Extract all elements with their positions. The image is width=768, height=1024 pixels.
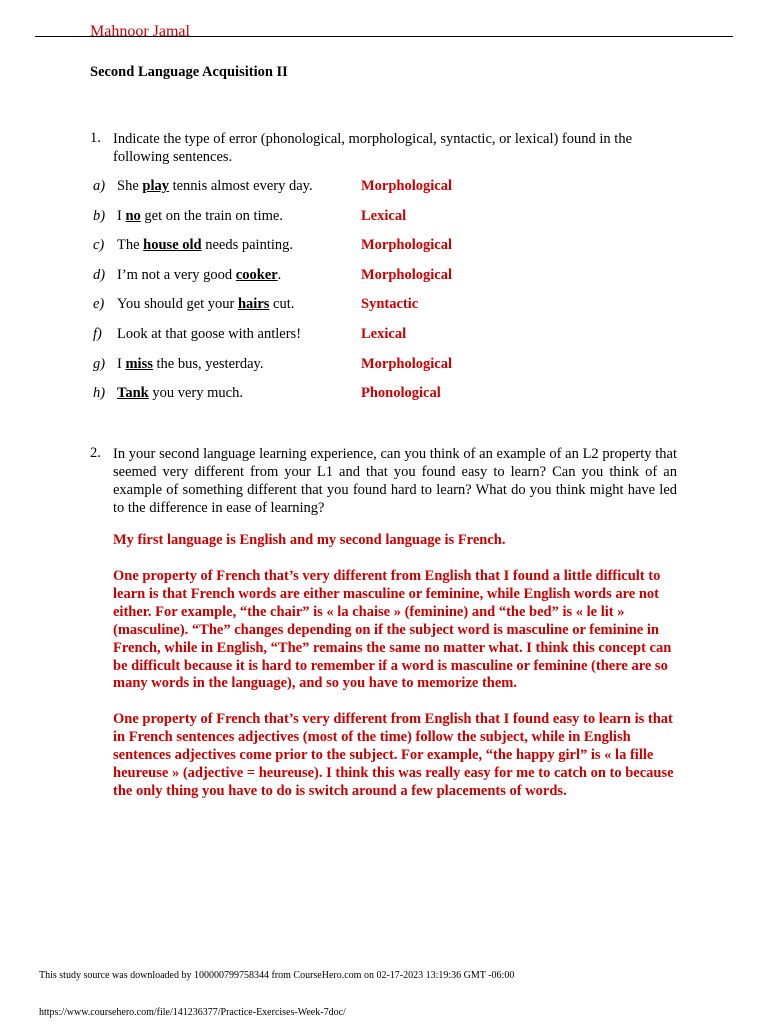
error-type-answer: Lexical: [361, 326, 407, 342]
item-sentence: [117, 324, 301, 344]
item-sentence: [117, 206, 283, 226]
error-word: house old: [143, 237, 202, 254]
error-type-answer: Phonological: [361, 385, 441, 402]
answer-paragraph-2: One property of French that’s very different from English that I found a little difficult to learn is that French words are either masculine or feminine, while English words are not either. For example, “the chair” is « la chaise » (feminine) and “the bed” is « le lit » (masculine). “The” changes depending on if the subject word is masculine or feminine in French, while in English, “The” remains the same no matter what. I think this concept can be difficult because it is hard to remember if a word is masculine or feminine (there are so many words in the language), and so you have to memorize them.: [113, 568, 672, 692]
item-sentence: [117, 294, 294, 314]
sentence-text: .: [277, 266, 282, 283]
sentence-text: You should get your: [117, 296, 238, 313]
error-item: [93, 383, 693, 403]
item-sentence: [117, 265, 281, 285]
sentence-text: I: [117, 207, 126, 224]
error-type-answer: Lexical: [361, 207, 407, 224]
sentence-text: cut.: [269, 296, 295, 313]
footer-url[interactable]: https://www.coursehero.com/file/141236377/Practice-Exercises-Week-7doc/: [39, 1007, 346, 1018]
item-letter: c): [93, 237, 105, 254]
header-rule: [35, 36, 733, 37]
error-item: [93, 324, 693, 344]
item-letter: b): [93, 207, 106, 224]
error-type-answer: Morphological: [361, 266, 453, 283]
question-1-number: 1.: [90, 130, 101, 146]
error-word: hairs: [237, 296, 270, 313]
sentence-text: needs painting.: [201, 237, 294, 254]
error-type-answer: Morphological: [361, 237, 453, 254]
error-word: cooker: [235, 266, 278, 283]
error-item: [93, 294, 693, 314]
error-item: [93, 235, 693, 255]
error-word: Tank: [117, 385, 149, 402]
item-letter: h): [93, 385, 106, 402]
question-1-text: Indicate the type of error (phonological, morphological, syntactic, or lexical) found in the following sentences.: [113, 131, 633, 165]
sentence-text: The: [117, 237, 144, 254]
sentence-text: you very much.: [148, 385, 243, 402]
error-item: [93, 354, 693, 374]
item-sentence: [117, 176, 313, 196]
error-item: [93, 176, 693, 196]
sentence-text: She: [117, 178, 143, 194]
answer-paragraph-3: One property of French that’s very different from English that I found easy to learn is that in French sentences adjectives (most of the time) follow the subject, while in English sentences adjectives come prior to the subject. For example, “the happy girl” is « la fille heureuse » (adjective = heureuse). I think this was really easy for me to catch on to because the only thing you have to do is switch around a few placements of words.: [113, 711, 674, 799]
error-item: [93, 265, 693, 285]
item-sentence: [117, 383, 243, 403]
error-word: miss: [125, 355, 153, 372]
error-word: no: [125, 207, 141, 224]
item-letter: f): [93, 326, 102, 342]
answer-paragraph-1: My first language is English and my second language is French.: [113, 532, 506, 548]
item-letter: a): [93, 178, 106, 194]
question-2-number: 2.: [90, 445, 101, 461]
item-sentence: [117, 354, 263, 374]
sentence-text: I: [117, 355, 126, 372]
error-item: [93, 206, 693, 226]
item-sentence: [117, 235, 293, 255]
error-type-answer: Morphological: [361, 178, 453, 194]
footer-source-note: This study source was downloaded by 100000799758344 from CourseHero.com on 02-17-2023 13:19:36 GMT -06:00: [39, 970, 515, 981]
course-title: Second Language Acquisition II: [90, 64, 288, 80]
item-letter: g): [93, 355, 106, 372]
question-2-text: In your second language learning experience, can you think of an example of an L2 property that seemed very different from your L1 and that you found easy to learn? Can you think of an example of something different that you found hard to learn? What do you think might have led to the difference in ease of learning?: [113, 446, 677, 516]
item-letter: e): [93, 296, 105, 313]
sentence-text: Look at that goose with antlers!: [117, 326, 302, 342]
sentence-text: the bus, yesterday.: [152, 355, 264, 372]
error-type-answer: Morphological: [361, 355, 453, 372]
sentence-text: tennis almost every day.: [168, 178, 313, 194]
error-type-answer: Syntactic: [361, 296, 419, 313]
error-word: play: [142, 178, 169, 194]
sentence-text: I’m not a very good: [117, 266, 236, 283]
sentence-text: get on the train on time.: [140, 207, 283, 224]
author-name: Mahnoor Jamal: [90, 23, 190, 40]
item-letter: d): [93, 266, 106, 283]
